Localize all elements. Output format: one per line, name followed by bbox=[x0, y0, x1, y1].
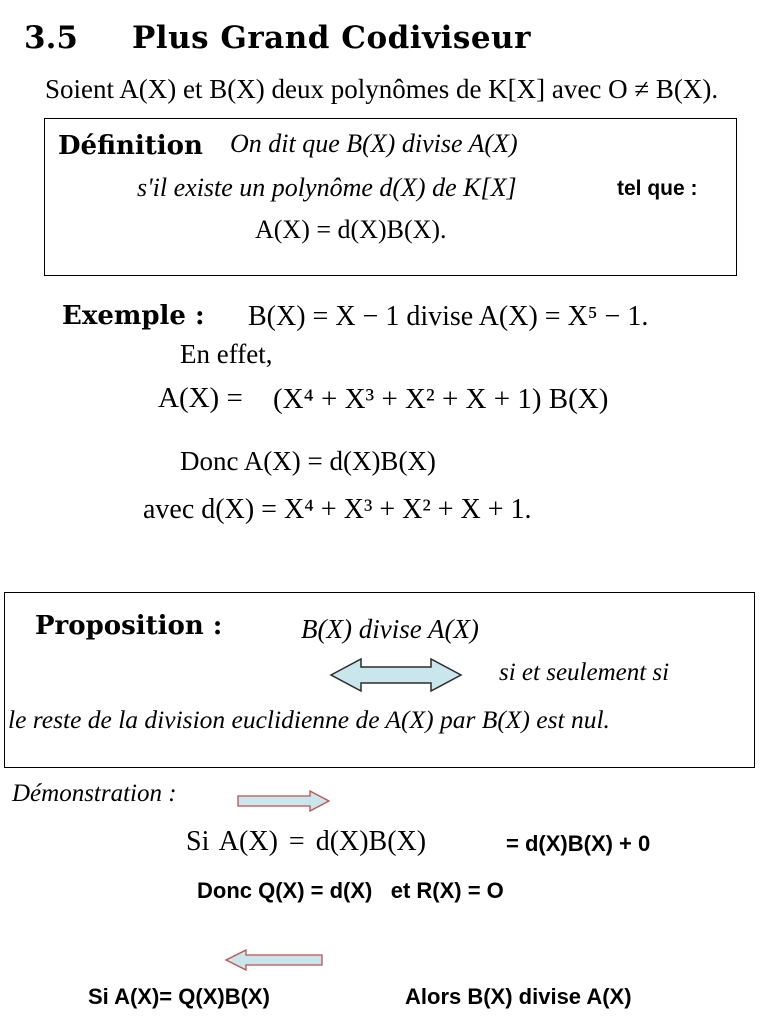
proof-alors: Alors B(X) divise A(X) bbox=[405, 984, 632, 1009]
proposition-label: Proposition : bbox=[35, 611, 223, 641]
proposition-line-1: B(X) divise A(X) bbox=[301, 614, 479, 644]
proof-label: Démonstration : bbox=[12, 780, 177, 807]
example-label: Exemple : bbox=[62, 301, 205, 331]
proof-si-line: Si A(X) = d(X)B(X) bbox=[186, 826, 427, 857]
intro-text: Soient A(X) et B(X) deux polynômes de K[X] avec O ≠ B(X). bbox=[45, 74, 719, 104]
definition-tel-que: tel que : bbox=[617, 177, 698, 200]
example-factor-right: (X⁴ + X³ + X² + X + 1) B(X) bbox=[273, 383, 609, 415]
definition-box bbox=[44, 118, 737, 276]
proof-donc-line: Donc Q(X) = d(X) et R(X) = O bbox=[197, 878, 504, 903]
definition-line-3: A(X) = d(X)B(X). bbox=[255, 215, 447, 244]
definition-line-1: On dit que B(X) divise A(X) bbox=[230, 129, 518, 158]
example-avec: avec d(X) = X⁴ + X³ + X² + X + 1. bbox=[143, 494, 532, 525]
proposition-line-3: le reste de la division euclidienne de A(X) par B(X) est nul. bbox=[8, 705, 610, 734]
proof-si-converse: Si A(X)= Q(X)B(X) bbox=[88, 984, 270, 1009]
proof-plus-zero: = d(X)B(X) + 0 bbox=[506, 831, 651, 856]
double-arrow-icon bbox=[327, 655, 465, 695]
definition-line-2: s'il existe un polynôme d(X) de K[X] bbox=[137, 173, 517, 202]
proposition-box bbox=[4, 592, 755, 768]
section-title: Plus Grand Codiviseur bbox=[132, 20, 531, 56]
section-number: 3.5 bbox=[24, 20, 78, 56]
example-en-effet: En effet, bbox=[180, 339, 273, 369]
definition-label: Définition bbox=[58, 131, 203, 161]
left-arrow-icon bbox=[224, 949, 326, 971]
example-factor-left: A(X) = bbox=[158, 382, 243, 414]
example-statement: B(X) = X − 1 divise A(X) = X⁵ − 1. bbox=[248, 301, 649, 332]
right-arrow-icon bbox=[236, 790, 332, 812]
proposition-line-2: si et seulement si bbox=[499, 659, 670, 686]
example-donc: Donc A(X) = d(X)B(X) bbox=[180, 446, 436, 476]
